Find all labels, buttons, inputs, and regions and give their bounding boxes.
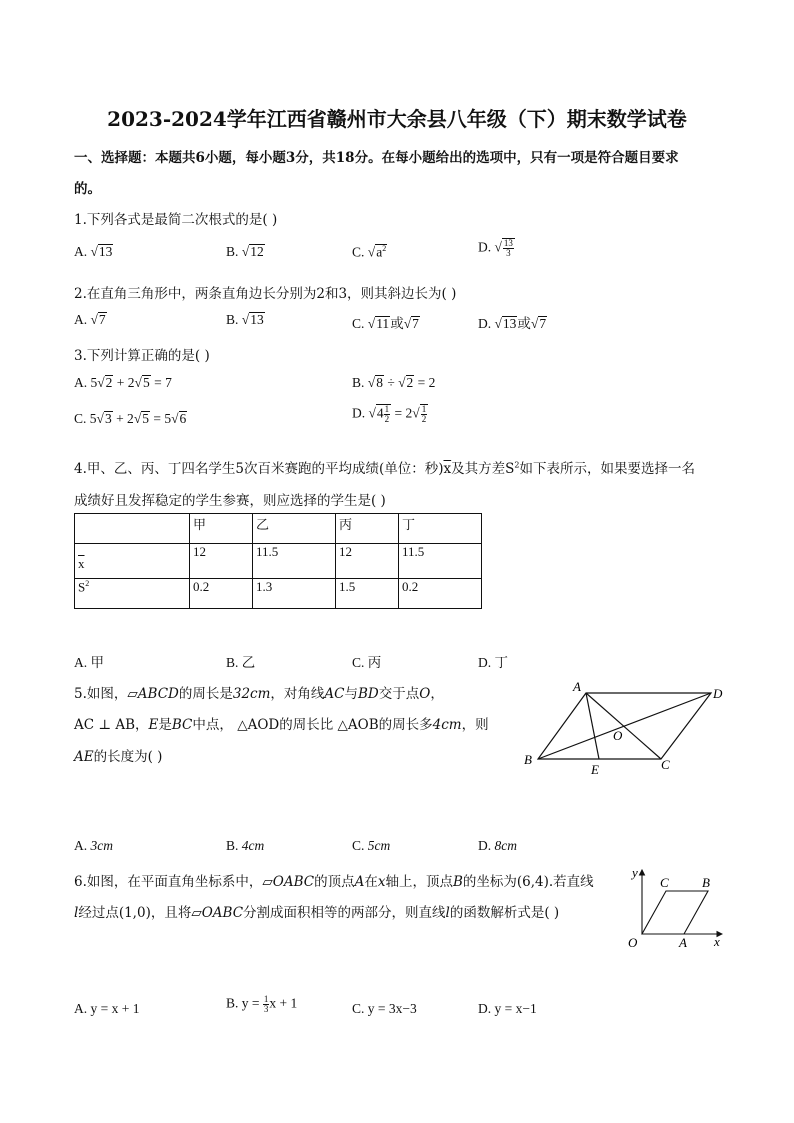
q5-stem-line3: AE的长度为( )	[74, 749, 163, 765]
point-b-label: B	[524, 752, 532, 767]
q1-option-b[interactable]: B. √12	[226, 244, 264, 259]
q2-option-d[interactable]: D. √13或√7	[478, 316, 547, 331]
q3-option-b[interactable]: B. √8 ÷ √2 = 2	[352, 375, 436, 390]
y-axis-label: y	[632, 865, 638, 880]
q6-stem-line1: 6.如图，在平面直角坐标系中，▱OABC的顶点A在x轴上，顶点B的坐标为(6,4).若直线	[74, 874, 594, 890]
q6-option-d[interactable]: D. y = x−1	[478, 1001, 537, 1016]
q3-stem: 3.下列计算正确的是( )	[74, 348, 210, 364]
table-cell: 丙	[336, 514, 399, 544]
q6-stem-line2: l经过点(1,0)，且将▱OABC分割成面积相等的两部分，则直线l的函数解析式是( )	[74, 905, 560, 921]
table-cell: 1.5	[336, 579, 399, 609]
scores-table	[74, 513, 482, 609]
point-a-label: A	[679, 935, 687, 950]
table-row	[75, 514, 482, 544]
point-o-label: O	[613, 728, 623, 743]
table-row	[75, 544, 482, 579]
q6-option-a[interactable]: A. y = x + 1	[74, 1001, 140, 1016]
section-heading: 一、选择题：本题共6小题，每小题3分，共18分。在每小题给出的选项中，只有一项是符合题目要求	[74, 150, 679, 166]
point-c-label: C	[661, 757, 670, 772]
point-b-label: B	[702, 875, 710, 890]
q1-option-c[interactable]: C. $√a^2$	[352, 244, 387, 260]
q5-stem-line1: 5.如图，▱ABCD的周长是32cm，对角线AC与BD交于点O，	[74, 686, 444, 702]
origin-label: O	[628, 935, 638, 950]
q2-option-a[interactable]: A. √7	[74, 312, 106, 327]
table-row	[75, 579, 482, 609]
q1-option-d[interactable]: D. √ $\frac{13}{3}$	[478, 238, 513, 258]
point-a-label: A	[573, 679, 581, 694]
q4-option-a[interactable]: A. 甲	[74, 655, 104, 670]
q4-option-b[interactable]: B. 乙	[226, 655, 256, 670]
coordinate-figure	[622, 862, 728, 954]
q3-option-d[interactable]: D. √4 $\frac{1}{2}$ = 2√ $\frac{1}{2}$	[352, 404, 427, 424]
q4-stem-line2: 成绩好且发挥稳定的学生参赛，则应选择的学生是( )	[74, 493, 386, 509]
q5-option-a[interactable]: A. 3cm	[74, 838, 113, 853]
q6-option-c[interactable]: C. y = 3x−3	[352, 1001, 417, 1016]
xbar-symbol: $\overline{x}$	[443, 461, 452, 477]
q6-option-b[interactable]: B. y = $\frac{1}{3}$ x + 1	[226, 994, 298, 1014]
q1-stem: 1.下列各式是最简二次根式的是( )	[74, 212, 278, 228]
table-cell: 乙	[253, 514, 336, 544]
diagonal-bd	[538, 693, 711, 759]
table-cell: 丁	[399, 514, 482, 544]
table-cell: 12	[336, 544, 399, 579]
q2-option-c[interactable]: C. √11或√7	[352, 316, 419, 331]
q2-option-b[interactable]: B. √13	[226, 312, 264, 327]
parallelogram-abcd-figure	[515, 678, 730, 778]
table-cell: $S^2$	[75, 579, 190, 609]
point-d-label: D	[713, 686, 723, 701]
page-title: 2023-2024学年江西省赣州市大余县八年级（下）期末数学试卷	[107, 107, 687, 131]
table-cell: 0.2	[399, 579, 482, 609]
q5-option-d[interactable]: D. 8cm	[478, 838, 517, 853]
q3-option-a[interactable]: A. 5√2 + 2√5 = 7	[74, 375, 172, 390]
table-cell: 甲	[190, 514, 253, 544]
q4-option-d[interactable]: D. 丁	[478, 655, 508, 670]
table-cell: 12	[190, 544, 253, 579]
table-cell: 11.5	[399, 544, 482, 579]
q4-stem-line1: 4.甲、乙、丙、丁四名学生5次百米赛跑的平均成绩(单位：秒)$\overline{x}$及其方差$S^2$如下表所示，如果要选择一名	[74, 460, 695, 477]
point-c-label: C	[660, 875, 669, 890]
table-cell: 1.3	[253, 579, 336, 609]
q5-option-c[interactable]: C. 5cm	[352, 838, 391, 853]
q2-stem: 2.在直角三角形中，两条直角边长分别为2和3，则其斜边长为( )	[74, 286, 457, 302]
table-cell	[75, 514, 190, 544]
x-axis-label: x	[714, 934, 720, 949]
q4-option-c[interactable]: C. 丙	[352, 655, 382, 670]
q5-stem-line2: AC ⊥ AB，E是BC中点， △AOD的周长比 △AOB的周长多4cm，则	[74, 717, 489, 733]
table-cell: $\overline{x}$	[75, 544, 190, 579]
q5-option-b[interactable]: B. 4cm	[226, 838, 265, 853]
point-e-label: E	[591, 762, 599, 777]
parallelogram-oabc	[642, 891, 708, 934]
q1-option-a[interactable]: A. √13	[74, 244, 113, 259]
q3-option-c[interactable]: C. 5√3 + 2√5 = 5√6	[74, 411, 187, 426]
table-cell: 0.2	[190, 579, 253, 609]
table-cell: 11.5	[253, 544, 336, 579]
section-heading-cont: 的。	[74, 181, 101, 197]
